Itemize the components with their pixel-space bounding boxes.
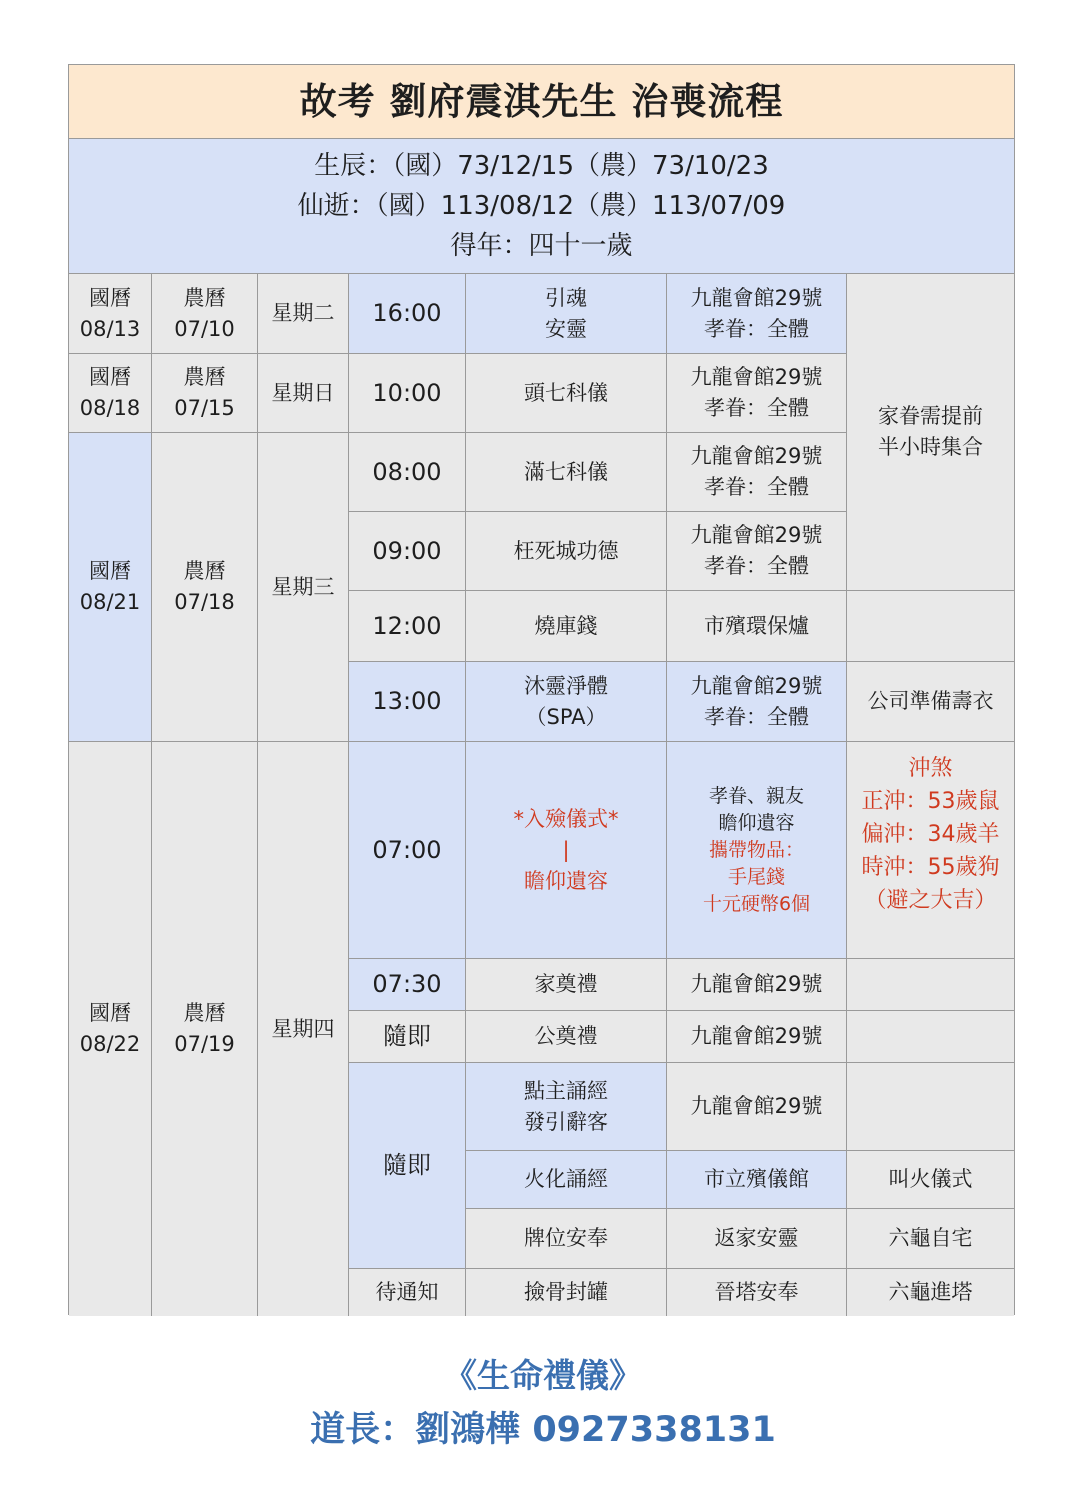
note-cell: 六龜進塔 — [847, 1269, 1014, 1316]
place-cell: 市立殯儀館 — [667, 1151, 847, 1209]
time-cell: 待通知 — [349, 1269, 466, 1316]
event-cell: 撿骨封罐 — [466, 1269, 667, 1316]
note-cell: 叫火儀式 — [847, 1151, 1014, 1209]
place-cell: 九龍會館29號 孝眷：全體 — [667, 274, 847, 354]
footer-title: 《生命禮儀》 — [444, 1356, 642, 1395]
schedule-table — [68, 64, 1015, 1315]
note-cell: 六龜自宅 — [847, 1209, 1014, 1269]
event-cell: 滿七科儀 — [466, 433, 667, 512]
solar-date-4: 國曆 08/22 — [69, 742, 152, 1316]
note-cell: 公司準備壽衣 — [847, 662, 1014, 742]
time-cell: 16:00 — [349, 274, 466, 354]
event-cell: 牌位安奉 — [466, 1209, 667, 1269]
weekday-3: 星期三 — [258, 433, 349, 742]
note-cell — [847, 959, 1014, 1011]
time-cell: 08:00 — [349, 433, 466, 512]
solar-date-2: 國曆 08/18 — [69, 354, 152, 433]
place-cell: 返家安靈 — [667, 1209, 847, 1269]
place-cell: 九龍會館29號 孝眷：全體 — [667, 512, 847, 591]
page-title: 故考 劉府震淇先生 治喪流程 — [69, 65, 1014, 139]
footer-contact: 道長：劉鴻樺 0927338131 — [310, 1410, 776, 1450]
note-cell — [847, 1011, 1014, 1063]
solar-date-1: 國曆 08/13 — [69, 274, 152, 354]
place-cell: 市殯環保爐 — [667, 591, 847, 662]
time-cell: 12:00 — [349, 591, 466, 662]
time-cell: 07:00 — [349, 742, 466, 959]
time-cell: 隨即 — [349, 1011, 466, 1063]
place-cell: 九龍會館29號 孝眷：全體 — [667, 662, 847, 742]
time-cell: 10:00 — [349, 354, 466, 433]
event-cell: *入殮儀式* | 瞻仰遺容 — [466, 742, 667, 959]
place-cell: 九龍會館29號 — [667, 1011, 847, 1063]
lunar-date-2: 農曆 07/15 — [152, 354, 258, 433]
death-date: 仙逝：（國）113/08/12（農）113/07/09 — [297, 191, 786, 221]
note-cell — [847, 591, 1014, 662]
event-cell: 點主誦經 發引辭客 — [466, 1063, 667, 1151]
time-cell: 13:00 — [349, 662, 466, 742]
event-cell: 燒庫錢 — [466, 591, 667, 662]
age: 得年：四十一歲 — [450, 231, 633, 261]
deceased-info — [69, 139, 1014, 274]
event-cell: 公奠禮 — [466, 1011, 667, 1063]
place-cell: 九龍會館29號 — [667, 1063, 847, 1151]
lunar-date-3: 農曆 07/18 — [152, 433, 258, 742]
place-cell: 九龍會館29號 — [667, 959, 847, 1011]
event-cell: 引魂 安靈 — [466, 274, 667, 354]
weekday-4: 星期四 — [258, 742, 349, 1316]
lunar-date-4: 農曆 07/19 — [152, 742, 258, 1316]
event-cell: 家奠禮 — [466, 959, 667, 1011]
time-cell: 09:00 — [349, 512, 466, 591]
time-cell: 隨即 — [349, 1063, 466, 1269]
solar-date-3: 國曆 08/21 — [69, 433, 152, 742]
weekday-1: 星期二 — [258, 274, 349, 354]
event-cell: 沐靈淨體 （SPA） — [466, 662, 667, 742]
place-cell: 九龍會館29號 孝眷：全體 — [667, 433, 847, 512]
place-cell: 九龍會館29號 孝眷：全體 — [667, 354, 847, 433]
note-cell — [847, 1063, 1014, 1151]
weekday-2: 星期日 — [258, 354, 349, 433]
lunar-date-1: 農曆 07/10 — [152, 274, 258, 354]
assembly-note: 家眷需提前 半小時集合 — [847, 274, 1014, 591]
place-cell: 孝眷、親友 瞻仰遺容 攜帶物品： 手尾錢 十元硬幣6個 — [667, 742, 847, 959]
place-cell: 晉塔安奉 — [667, 1269, 847, 1316]
event-cell: 頭七科儀 — [466, 354, 667, 433]
event-cell: 火化誦經 — [466, 1151, 667, 1209]
clash-warning: 沖煞 正沖：53歲鼠 偏沖：34歲羊 時沖：55歲狗 （避之大吉） — [847, 742, 1014, 959]
birth-date: 生辰：（國）73/12/15（農）73/10/23 — [314, 151, 769, 181]
time-cell: 07:30 — [349, 959, 466, 1011]
event-cell: 枉死城功德 — [466, 512, 667, 591]
